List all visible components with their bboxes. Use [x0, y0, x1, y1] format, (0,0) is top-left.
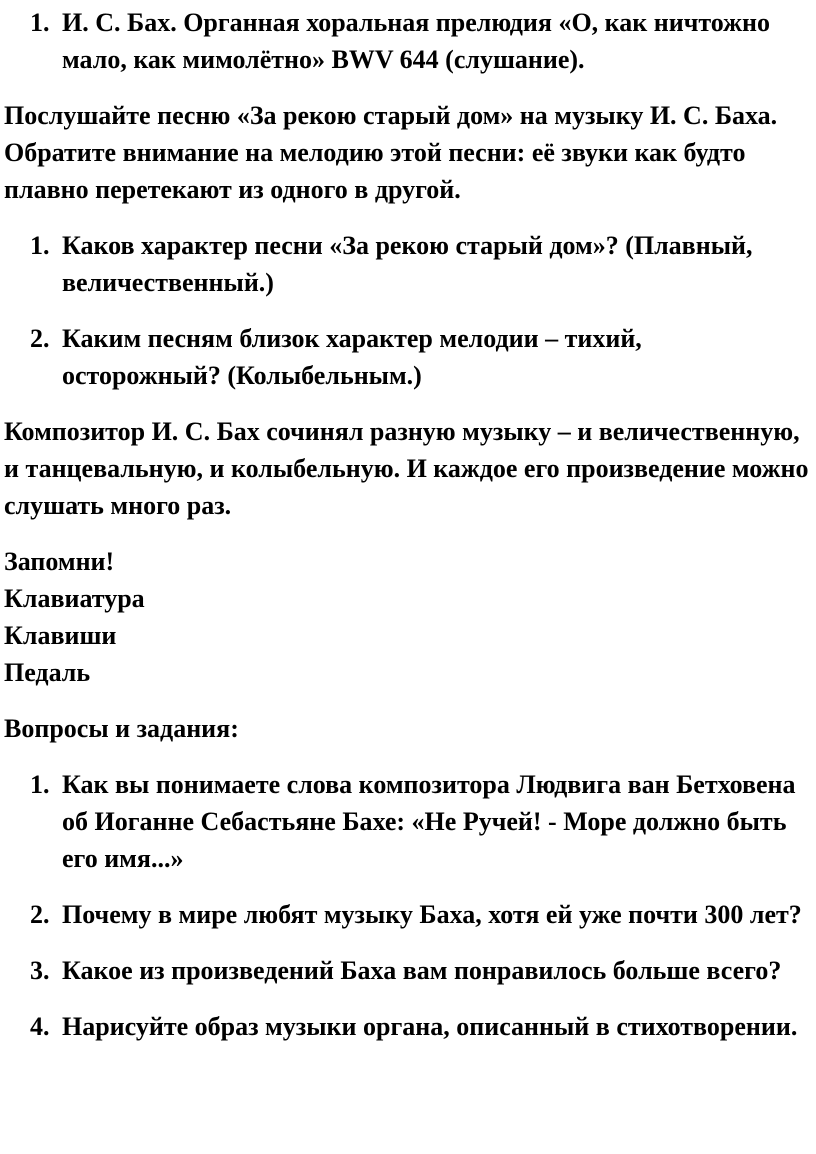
list-number: 1.: [30, 770, 50, 799]
intro-paragraph: Послушайте песню «За рекою старый дом» на музыку И. С. Баха. Обратите внимание на мелодию этой песни: её звуки как будто плавно перетекают из одного в другой.: [4, 101, 778, 204]
term: Клавиши: [4, 621, 117, 650]
list-item: [0, 227, 816, 301]
list-number: 4.: [30, 1012, 50, 1041]
top-list: [0, 4, 816, 78]
list-item: [0, 952, 816, 989]
list-number: 2.: [30, 324, 50, 353]
list-text: Какое из произведений Баха вам понравилось больше всего?: [62, 956, 782, 985]
list-text: Как вы понимаете слова композитора Людвига ван Бетховена об Иоганне Себастьяне Бахе: «Не Ручей! - Море должно быть его имя...»: [62, 770, 796, 873]
questions-list: [0, 227, 816, 394]
list-item: [0, 896, 816, 933]
remember-heading: Запомни!: [4, 547, 115, 576]
term: Педаль: [4, 658, 91, 687]
list-item: [0, 4, 816, 78]
list-number: 1.: [30, 231, 50, 260]
list-text: Почему в мире любят музыку Баха, хотя ей уже почти 300 лет?: [62, 900, 802, 929]
list-text: Нарисуйте образ музыки органа, описанный в стихотворении.: [62, 1012, 798, 1041]
list-text: Каким песням близок характер мелодии – тихий, осторожный? (Колыбельным.): [62, 324, 642, 390]
list-text: Каков характер песни «За рекою старый дом»? (Плавный, величественный.): [62, 231, 753, 297]
composer-paragraph: Композитор И. С. Бах сочинял разную музыку – и величественную, и танцевальную, и колыбельную. И каждое его произведение можно слушать много раз.: [4, 417, 809, 520]
list-item: [0, 320, 816, 394]
tasks-heading: Вопросы и задания:: [4, 714, 239, 743]
remember-block: [0, 543, 816, 691]
tasks-list: [0, 766, 816, 1045]
list-number: 1.: [30, 8, 50, 37]
list-number: 2.: [30, 900, 50, 929]
list-item: [0, 1008, 816, 1045]
term: Клавиатура: [4, 584, 145, 613]
list-number: 3.: [30, 956, 50, 985]
list-item: [0, 766, 816, 877]
list-text: И. С. Бах. Органная хоральная прелюдия «О, как ничтожно мало, как мимолётно» BWV 644 (слушание).: [62, 8, 770, 74]
